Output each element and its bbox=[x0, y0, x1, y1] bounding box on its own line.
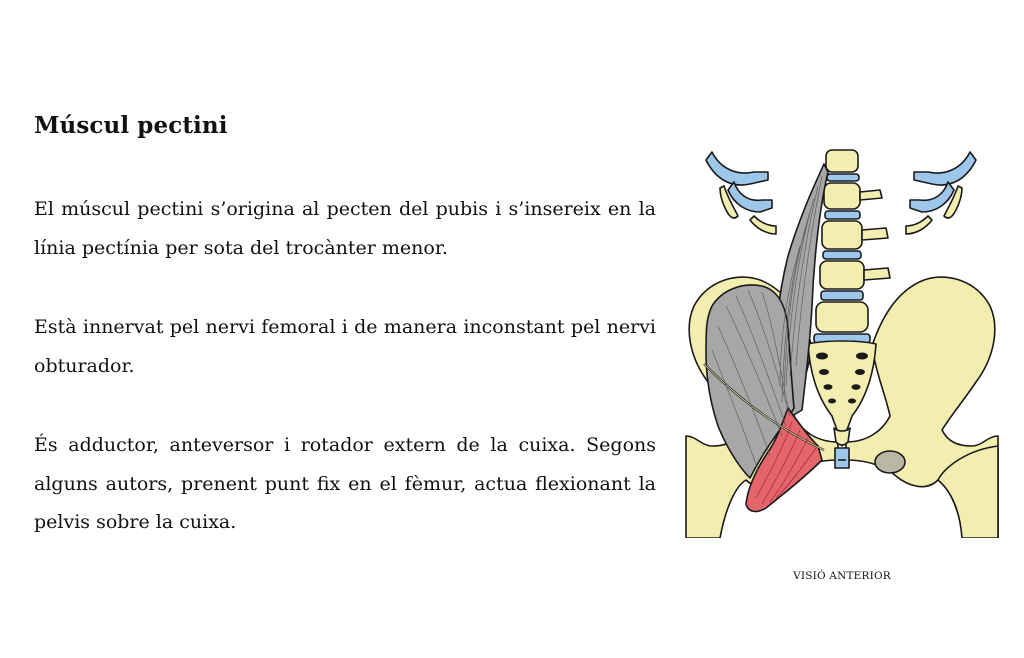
body-text bbox=[34, 190, 656, 583]
paragraph-innervation: Està innervat pel nervi femoral i de manera inconstant pel nervi obturador. bbox=[34, 316, 656, 377]
paragraph-origin-insertion: El múscul pectini s’origina al pecten del pubis i s’insereix en la línia pectínia per sota del trocànter menor. bbox=[34, 198, 656, 259]
paragraph-function: És adductor, anteversor i rotador extern de la cuixa. Segons alguns autors, prenent punt fix en el fèmur, actua flexionant la pelvis sobre la cuixa. bbox=[34, 434, 656, 533]
ribs-left bbox=[706, 152, 776, 234]
figure-caption: VISIÓ ANTERIOR bbox=[793, 570, 891, 582]
page-title: Múscul pectini bbox=[34, 112, 228, 139]
ribs-right bbox=[906, 152, 976, 234]
pubic-symphysis bbox=[835, 448, 849, 468]
pelvis-anatomy-illustration bbox=[676, 146, 1006, 538]
